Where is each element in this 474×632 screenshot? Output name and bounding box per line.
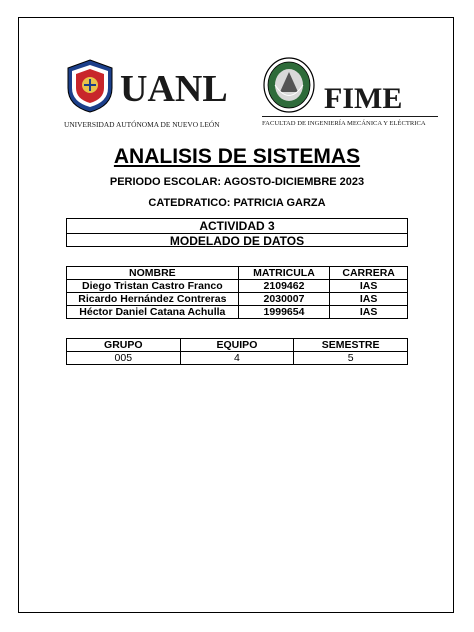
fime-logo	[262, 56, 442, 138]
member-career: IAS	[330, 280, 408, 293]
school-period: PERIODO ESCOLAR: AGOSTO-DICIEMBRE 2023	[109, 176, 365, 188]
member-id: 2030007	[238, 293, 330, 306]
table-row	[67, 306, 408, 319]
document-title	[0, 145, 474, 169]
fime-seal-icon	[262, 56, 316, 114]
header-nombre: NOMBRE	[67, 267, 239, 280]
member-id: 1999654	[238, 306, 330, 319]
group-table	[66, 338, 408, 365]
member-name: Diego Tristan Castro Franco	[67, 280, 239, 293]
fime-subtitle: FACULTAD DE INGENIERÍA MECÁNICA Y ELÉCTRICA	[262, 120, 426, 127]
uanl-logo	[64, 58, 234, 138]
fime-divider	[262, 116, 438, 117]
header-carrera: CARRERA	[330, 267, 408, 280]
table-row	[67, 293, 408, 306]
member-name: Ricardo Hernández Contreras	[67, 293, 239, 306]
table-row	[67, 352, 408, 365]
members-header-row	[67, 267, 408, 280]
activity-box	[66, 218, 408, 247]
header-matricula: MATRICULA	[238, 267, 330, 280]
activity-number: ACTIVIDAD 3	[67, 219, 407, 234]
activity-topic: MODELADO DE DATOS	[169, 234, 305, 248]
professor: CATEDRATICO: PATRICIA GARZA	[148, 197, 326, 209]
members-table	[66, 266, 408, 319]
title-text: ANALISIS DE SISTEMAS	[113, 145, 361, 168]
group-header-row	[67, 339, 408, 352]
header-equipo: EQUIPO	[180, 339, 294, 352]
member-id: 2109462	[238, 280, 330, 293]
member-career: IAS	[330, 293, 408, 306]
team-value: 4	[180, 352, 294, 365]
member-career: IAS	[330, 306, 408, 319]
header-grupo: GRUPO	[67, 339, 181, 352]
group-value: 005	[67, 352, 181, 365]
semester-value: 5	[294, 352, 408, 365]
header-semestre: SEMESTRE	[294, 339, 408, 352]
table-row	[67, 280, 408, 293]
uanl-subtitle: UNIVERSIDAD AUTÓNOMA DE NUEVO LEÓN	[64, 120, 220, 129]
uanl-wordmark: UANL	[120, 68, 228, 110]
uanl-seal-icon	[64, 58, 116, 114]
member-name: Héctor Daniel Catana Achulla	[67, 306, 239, 319]
fime-wordmark: FIME	[324, 82, 403, 115]
